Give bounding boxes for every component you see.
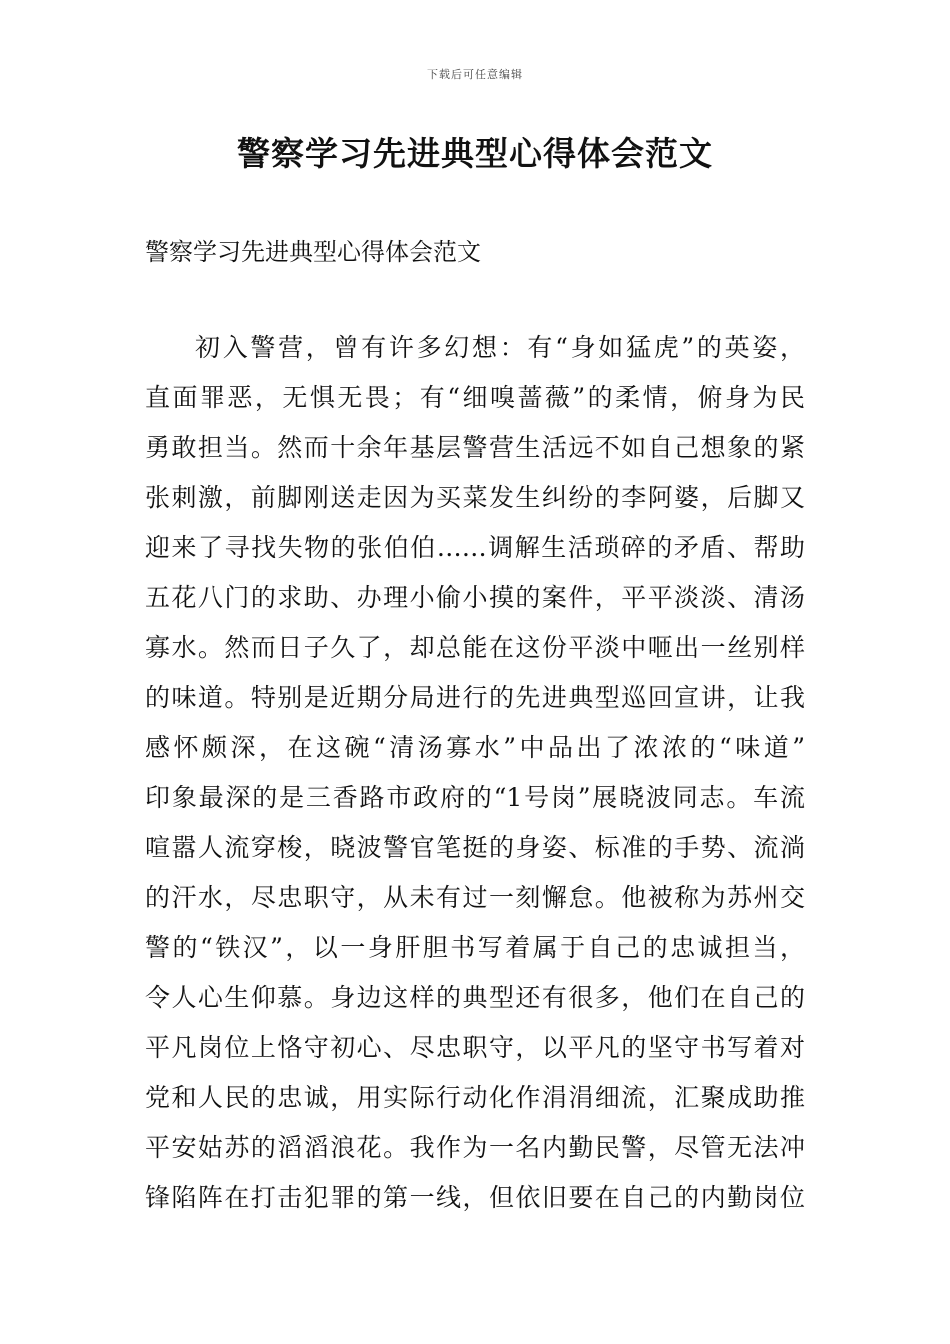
paragraph-line: 令人心生仰慕。身边这样的典型还有很多，他们在自己的 bbox=[145, 983, 805, 1012]
paragraph-line: 锋陷阵在打击犯罪的第一线，但依旧要在自己的内勤岗位 bbox=[145, 1183, 805, 1212]
paragraph-line: 初入警营，曾有许多幻想：有“身如猛虎”的英姿， bbox=[195, 333, 805, 362]
paragraph-line: 印象最深的是三香路市政府的“1号岗”展晓波同志。车流 bbox=[145, 783, 805, 812]
paragraph-line: 张刺激，前脚刚送走因为买菜发生纠纷的李阿婆，后脚又 bbox=[145, 483, 805, 512]
paragraph-line: 五花八门的求助、办理小偷小摸的案件，平平淡淡、清汤 bbox=[145, 583, 805, 612]
paragraph-line: 党和人民的忠诚，用实际行动化作涓涓细流，汇聚成助推 bbox=[145, 1083, 805, 1112]
paragraph-line: 喧嚣人流穿梭，晓波警官笔挺的身姿、标准的手势、流淌 bbox=[145, 833, 805, 862]
paragraph-line: 平安姑苏的滔滔浪花。我作为一名内勤民警，尽管无法冲 bbox=[145, 1133, 805, 1162]
paragraph-line: 警的“铁汉”，以一身肝胆书写着属于自己的忠诚担当， bbox=[145, 933, 805, 962]
paragraph-line: 寡水。然而日子久了，却总能在这份平淡中咂出一丝别样 bbox=[145, 633, 805, 662]
paragraph-line: 迎来了寻找失物的张伯伯……调解生活琐碎的矛盾、帮助 bbox=[145, 533, 805, 562]
body-paragraph bbox=[145, 329, 805, 1229]
document-title: 警察学习先进典型心得体会范文 bbox=[237, 134, 713, 173]
document-subtitle: 警察学习先进典型心得体会范文 bbox=[145, 238, 481, 266]
header-note: 下载后可任意编辑 bbox=[427, 68, 523, 81]
paragraph-line: 平凡岗位上恪守初心、尽忠职守，以平凡的坚守书写着对 bbox=[145, 1033, 805, 1062]
paragraph-line: 的汗水，尽忠职守，从未有过一刻懈怠。他被称为苏州交 bbox=[145, 883, 805, 912]
paragraph-line: 直面罪恶，无惧无畏；有“细嗅蔷薇”的柔情，俯身为民 bbox=[145, 383, 805, 412]
paragraph-line: 的味道。特别是近期分局进行的先进典型巡回宣讲，让我 bbox=[145, 683, 805, 712]
paragraph-line: 勇敢担当。然而十余年基层警营生活远不如自己想象的紧 bbox=[145, 433, 805, 462]
paragraph-line: 感怀颇深，在这碗“清汤寡水”中品出了浓浓的“味道” bbox=[145, 733, 805, 762]
